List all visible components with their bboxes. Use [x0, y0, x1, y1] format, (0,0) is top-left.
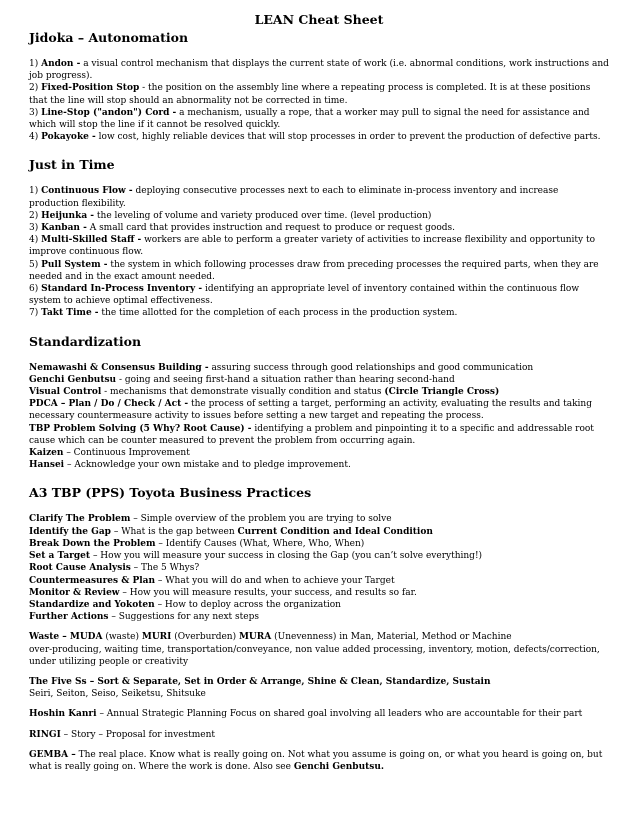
definition: identifying an appropriate level of inventory contained within the continuous flow system to achieve optimal effectiveness.	[29, 284, 580, 307]
term: Pull System -	[41, 259, 108, 270]
definition: the system in which following processes draw from preceding processes the required parts, when they are needed and in the exact amount needed.	[29, 259, 599, 282]
term: Set a Target	[29, 551, 91, 562]
list-item	[29, 447, 609, 459]
definition: – Acknowledge your own mistake and to pledge improvement.	[64, 460, 351, 471]
definition: the process of setting a target, performing an activity, evaluating the results and taking necessary countermeasure activity to issues before setting a new target and repeating the process.	[29, 399, 592, 422]
term: Standard In-Process Inventory -	[41, 284, 203, 295]
list-item: 4) Multi-Skilled Staff - workers are able to perform a greater variety of activities to increase flexibility and opportunity to improve continuous flow.	[29, 235, 596, 258]
document	[29, 12, 609, 773]
definition: the leveling of volume and variety produced over time. (level production)	[94, 210, 432, 221]
term: Monitor & Review	[29, 587, 120, 598]
term: PDCA – Plan / Do / Check / Act -	[29, 399, 189, 410]
term: Line-Stop ("andon") Cord -	[41, 107, 177, 118]
list-item: 5) Pull System - the system in which following processes draw from preceding processes the required parts, when they are needed and in the exact amount needed.	[29, 259, 599, 282]
waste-line	[29, 631, 609, 643]
list-item: 3) Kanban - A small card that provides instruction and request to produce or request goods.	[29, 223, 456, 234]
definition: workers are able to perform a greater variety of activities to increase flexibility and opportunity to improve continuous flow.	[29, 235, 596, 258]
gemba	[29, 749, 609, 773]
definition: assuring success through good relationships and good communication	[208, 362, 534, 373]
term: MURI	[141, 632, 172, 643]
term: MURA	[238, 632, 272, 643]
definition: The real place. Know what is really going on. Not what you assume is going on, or what you heard is going on, but what is really going on. Where the work is done. Also see	[29, 749, 603, 772]
list-item	[29, 562, 609, 574]
definition: – Simple overview of the problem you are trying to solve	[130, 514, 392, 525]
list-item	[29, 599, 609, 611]
definition: (Unevenness) in Man, Material, Method or Machine	[271, 632, 512, 643]
waste-types: over-producing, waiting time, transportation/conveyance, non value added processing, inventory, motion, defects/correction, under utilizing people or creativity	[29, 644, 600, 667]
section-heading-a3-tbp: A3 TBP (PPS) Toyota Business Practices	[29, 485, 312, 501]
term: Andon -	[41, 59, 81, 69]
list-item	[29, 587, 609, 599]
list-item: 6) Standard In-Process Inventory - identifying an appropriate level of inventory contained within the continuous flow system to achieve optimal effectiveness.	[29, 284, 580, 307]
definition: deploying consecutive processes next to each to eliminate in-process inventory and increase production flexibility.	[29, 186, 559, 209]
list-item	[29, 398, 609, 422]
definition: – What you will do and when to achieve your Target	[155, 575, 395, 586]
list-item: 7) Takt Time - the time allotted for the completion of each process in the production system.	[29, 308, 458, 319]
definition: - the position on the assembly line where a repeating process is completed. It is at these positions that the line will stop should an abnormality not be corrected in time.	[29, 83, 591, 106]
term: Kanban -	[41, 223, 87, 234]
list-item: 4) Pokayoke - low cost, highly reliable devices that will stop processes in order to prevent the production of defective parts.	[29, 132, 601, 143]
list-item	[29, 423, 609, 447]
definition: - going and seeing first-hand a situation rather than hearing second-hand	[116, 374, 455, 385]
list-item	[29, 550, 609, 562]
term: Further Actions	[29, 612, 109, 623]
definition: identifying a problem and pinpointing it to a specific and addressable root cause which can be counter measured to prevent the problem from occurring again.	[29, 423, 594, 446]
term: GEMBA –	[29, 749, 76, 760]
term: Clarify The Problem	[29, 514, 131, 525]
list-item	[29, 611, 609, 623]
definition: – Continuous Improvement	[63, 448, 190, 459]
definition: A small card that provides instruction and request to produce or request goods.	[86, 223, 456, 234]
emphasis: (Circle Triangle Cross)	[384, 387, 500, 398]
section-heading-jidoka: Jidoka – Autonomation	[29, 30, 189, 45]
term: Pokayoke -	[41, 132, 96, 143]
list-item	[29, 575, 609, 587]
term: Visual Control	[29, 387, 102, 398]
term: Hoshin Kanri	[29, 709, 97, 720]
term: Continuous Flow -	[41, 186, 133, 197]
hoshin-kanri	[29, 708, 609, 720]
list-item: 1) Andon - a visual control mechanism that displays the current state of work (i.e. abnormal conditions, work instructions and job progress).	[29, 59, 609, 82]
definition: the time allotted for the completion of each process in the production system.	[98, 308, 458, 319]
emphasis: Genchi Genbutsu.	[293, 761, 385, 772]
term: Standardize and Yokoten	[29, 599, 155, 610]
definition: a mechanism, usually a rope, that a worker may pull to signal the need for assistance and which will stop the line if it cannot be resolved quickly.	[29, 107, 590, 131]
term: Takt Time -	[41, 308, 99, 319]
definition: – How you will measure results, your success, and results so far.	[119, 587, 417, 598]
definition: – What is the gap between	[110, 526, 238, 537]
definition: – Story – Proposal for investment	[60, 729, 216, 740]
definition: – How you will measure your success in closing the Gap (you can’t solve everything!)	[90, 551, 483, 562]
term: Nemawashi & Consensus Building -	[29, 362, 209, 373]
page-title: LEAN Cheat Sheet	[254, 12, 384, 27]
section-heading-just-in-time: Just in Time	[29, 157, 115, 173]
term: TBP Problem Solving (5 Why? Root Cause) -	[29, 423, 252, 434]
definition: - mechanisms that demonstrate visually condition and status	[101, 387, 385, 398]
term: Fixed-Position Stop	[41, 83, 140, 94]
list-item	[29, 374, 609, 386]
definition: – How to deploy across the organization	[154, 599, 341, 610]
term: Hansei	[29, 460, 65, 471]
term: Kaizen	[29, 448, 64, 459]
term: RINGI	[29, 729, 61, 740]
term: Heijunka -	[41, 210, 95, 221]
term: Countermeasures & Plan	[29, 575, 156, 586]
five-s-japanese: Seiri, Seiton, Seiso, Seiketsu, Shitsuke	[29, 689, 206, 700]
list-item	[29, 459, 609, 471]
definition: (waste)	[102, 632, 142, 643]
five-s-heading	[29, 676, 609, 688]
definition: – Annual Strategic Planning Focus on shared goal involving all leaders who are accountable for their part	[96, 709, 583, 720]
list-item	[29, 526, 609, 538]
list-item	[29, 538, 609, 550]
section-heading-standardization: Standardization	[29, 333, 142, 349]
definition: – Identify Causes (What, Where, Who, When)	[155, 538, 365, 549]
list-item: 2) Fixed-Position Stop - the position on the assembly line where a repeating process is completed. It is at these positions that the line will stop should an abnormality not be corrected in time.	[29, 83, 591, 106]
definition: – Suggestions for any next steps	[108, 612, 259, 623]
definition: – The 5 Whys?	[130, 563, 200, 574]
term: Identify the Gap	[29, 526, 111, 537]
term: Root Cause Analysis	[29, 563, 131, 574]
term: The Five Ss – Sort & Separate, Set in Order & Arrange, Shine & Clean, Standardize, Sustain	[29, 676, 491, 687]
list-item: 3) Line-Stop ("andon") Cord - a mechanism, usually a rope, that a worker may pull to signal the need for assistance and which will stop the line if it cannot be resolved quickly.	[29, 107, 590, 131]
list-item	[29, 513, 609, 525]
term: Multi-Skilled Staff -	[41, 235, 142, 246]
ringi	[29, 729, 609, 741]
list-item: 1) Continuous Flow - deploying consecutive processes next to each to eliminate in-process inventory and increase production flexibility.	[29, 186, 559, 209]
definition: a visual control mechanism that displays the current state of work (i.e. abnormal conditions, work instructions and job progress).	[29, 59, 609, 82]
list-item	[29, 362, 609, 374]
term: Waste – MUDA	[29, 632, 103, 643]
term: Genchi Genbutsu	[29, 374, 117, 385]
list-item	[29, 386, 609, 398]
definition: low cost, highly reliable devices that will stop processes in order to prevent the production of defective parts.	[95, 132, 601, 143]
term: Break Down the Problem	[29, 538, 156, 549]
list-item: 2) Heijunka - the leveling of volume and variety produced over time. (level production)	[29, 210, 432, 221]
definition: (Overburden)	[171, 632, 239, 643]
emphasis: Current Condition and Ideal Condition	[237, 526, 433, 537]
